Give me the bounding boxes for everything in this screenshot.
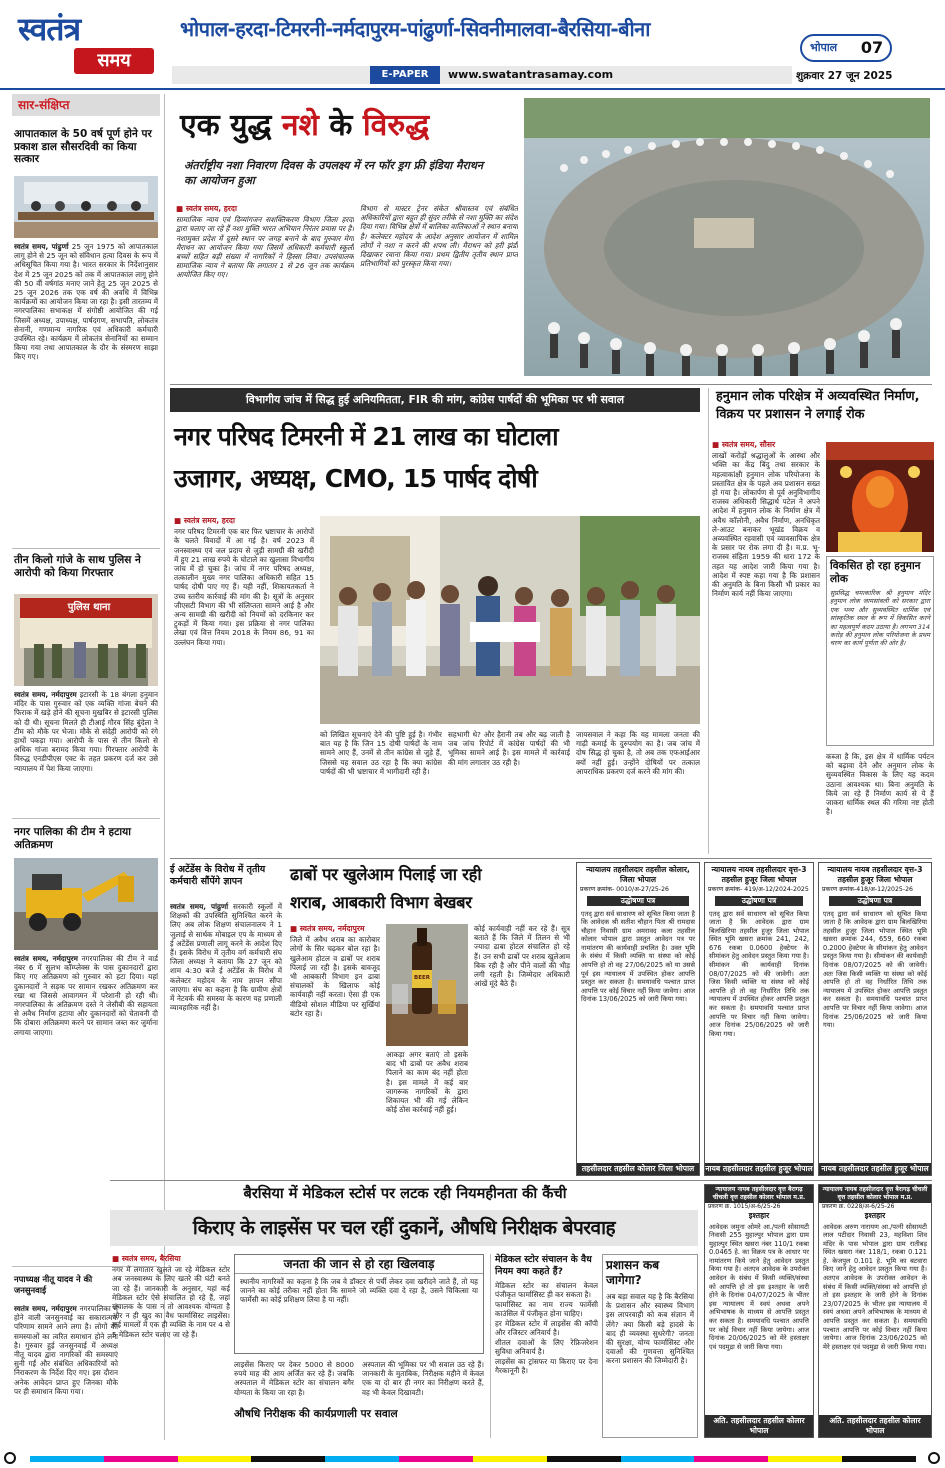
- liquor-story-col-2: कोई कार्यवाही नहीं कर रहे हैं। सूत्र बताते हैं कि जिले में तिलन से भी ज्यादा ढाबा होटल संचालित हो रहे हैं। उन सभी ढाबों पर शराब खुलेआम बिक रही है और पीने वालों की भीड़ लगी रहती है। जिम्मेदार अधिकारी आंखें मूंदे बैठे हैं।: [474, 924, 570, 989]
- sidebar-story-1-headline: आपातकाल के 50 वर्ष पूर्ण होने पर प्रकाश डाल सौसरदिवी का किया सत्कार: [14, 128, 152, 165]
- logo-line2: समय: [74, 48, 154, 74]
- top-story-headline: [180, 106, 510, 146]
- medical-story-box-title: जनता की जान से हो रहा खिलवाड़: [235, 1255, 483, 1274]
- right-story-body: लाखों करोड़ों श्रद्धालुओं के आस्था और भक्ति का केंद्र बिंदु तथा सरकार के महत्वाकांक्षी हनुमान लोक परियोजना के प्रस्तावित क्षेत्र के पहले अव प्रशासन सख्त हो गया है। लोकार्पण से पूर्व अनुविभागीय राजस्व अधिकारी सिद्धार्थ पटेल ने अपने आदेश में हनुमान लोक के निर्माण क्षेत्र में अवैध कॉलोनी, अवैध निर्माण, अनधिकृत ले-आउट बनाकर भूखंड विक्रय व अव्यवस्थित रहवासी एवं व्यावसायिक क्षेत्र के प्रसार पर रोक लगा दी है। म.प्र. भू-राजस्व संहिता 1959 की धारा 172 के तहत यह आदेश जारी किया गया है। आदेश में स्पष्ट कहा गया है कि प्रशासन की अनुमति के बिना किसी भी प्रकार का निर्माण कार्य नहीं किया जाएगा।: [712, 451, 820, 599]
- top-story: [170, 96, 932, 382]
- sidebar-story-1-body: 25 जून 1975 को आपातकाल लागू होने से 25 जून को संविधान हत्या दिवस के रूप में अधिसूचित किया गया है। भारत सरकार के निर्देशानुसार देश में 25 जून 2025 को तक में आपातकाल लागू होने की 50 वीं वर्षगांठ मनाए जाने हेतु 25 जून 2025 से 25 जून 2026 तक एक वर्ष की अवधि में विभिन्न कार्यक्रमों का आयोजन किया जा रहा है। इसी तारतम्य में नगरपालिका सभाकक्ष में संगोष्ठी आयोजित की गई जिसमें अध्यक्ष, उपाध्यक्ष, पार्षदगण, सभापति, लोकतंत्र सेनानी, गणमान्य नागरिक एवं अधिकारी कर्मचारी उपस्थित रहे। कार्यक्रम में लोकतंत्र सेनानियों का सम्मान किया गया तथा आपातकाल के दौर के संस्मरण साझा किए गए।: [14, 242, 158, 362]
- sidebar-story-2-headline: तीन किलो गांजे के साथ पुलिस ने आरोपी को किया गिरफ्तार: [14, 554, 141, 579]
- sidebar-story-4-body: नगरपालिका में होने वाली जनसुनवाई का सकारात्मक परिणाम सामने आने लगा है। लोगों की समस्याओं का त्वरित समाधान होने लगा है। गुरुवार हुई जनसुनवाई में अध्यक्ष नीतू यादव द्वारा नागरिकों की समस्याएं सुनी गईं और संबंधित अधिकारियों को निराकरण के निर्देश दिए गए। इस दौरान अनेक आवेदन प्राप्त हुए जिनका मौके पर ही समाधान किया गया।: [14, 1304, 118, 1396]
- medical-story-col-2: लाइसेंस किराए पर देकर 5000 से 8000 रुपये माह की आय अर्जित कर रहे हैं। जबकि अस्पताल में मेडिकल स्टोर का संचालन बगैर योग्यता के किया जा रहा है।: [234, 1360, 354, 1397]
- medical-story-byline: ■ स्वतंत्र समय, बैरसिया: [112, 1254, 230, 1263]
- notice-1-court: न्यायालय तहसीलदार तहसील कोलार, जिला भोपाल: [586, 865, 690, 884]
- edition-badge: [800, 34, 892, 62]
- issue-date: शुक्रवार 27 जून 2025: [796, 70, 893, 82]
- epaper-strip: [172, 66, 792, 84]
- notice-1: [576, 862, 700, 1176]
- headline-part-2: नशे: [281, 108, 319, 143]
- notice-1-case: प्रकरण क्रमांक- 0010/अ-27/25-26: [580, 886, 669, 893]
- medical-question-box: [602, 1254, 698, 1438]
- medical-story-col-3: अस्पताल की भूमिका पर भी सवाल उठ रहे हैं। जानकारी के मुताबिक, निरीक्षक महीने में केवल एक या दो बार ही नगर का निरीक्षण करते हैं, वह भी केवल दिखावटी।: [362, 1360, 484, 1397]
- main-story-headline-1: नगर परिषद टिमरनी में 21 लाख का घोटाला: [174, 422, 558, 451]
- main-story-headline-2: उजागर, अध्यक्ष, CMO, 15 पार्षद दोषी: [174, 464, 537, 493]
- notice-5: [818, 1184, 932, 1438]
- notice-2-footer: नायब तहसीलदार तहसील हुजूर भोपाल: [705, 1164, 813, 1173]
- registration-mark: [4, 1452, 16, 1464]
- sidebar-story-2-body: इटारसी के 18 बंगला हनुमान मंदिर के पास गुरुवार को एक व्यक्ति गांजा बेचने की फिराक में खड़े होने की सूचना मुखबिर से इटारसी पुलिस को दी थी। सूचना मिलते ही टीआई गौरव सिंह बुंदेला ने टीम को मौके पर भेजा। मौके से संदेही आरोपी को रंगे हाथों पकड़ा गया। आरोपी के पास से तीन किलो से अधिक गांजा बरामद किया गया। गिरफ्तार आरोपी के विरुद्ध एनडीपीएस एक्ट के तहत प्रकरण दर्ज कर उसे न्यायालय में पेश किया जाएगा।: [14, 690, 158, 773]
- medical-rule-item: हर मेडिकल स्टोर में लाइसेंस की कॉपी और रजिस्टर अनिवार्य है।: [495, 1319, 598, 1338]
- police-station-sign: पुलिस थाना: [67, 602, 111, 613]
- logo[interactable]: [18, 10, 158, 78]
- top-story-photo: [524, 98, 930, 376]
- right-story-cont: कब्जा है कि, इस क्षेत्र में धार्मिक पर्यटन को बढ़ावा देने और अनुमान लोक के सुव्यवस्थित विकास के लिए यह कदम उठाना आवश्यक था। बिना अनुमति के किये जा रहे हैं निर्माण कार्य से ये हैं जाकरा धार्मिक स्थल की गरिमा नष्ट होती है।: [826, 752, 934, 817]
- sidebar-story-2-photo: [14, 594, 158, 686]
- top-story-byline: ■ स्वतंत्र समय, हरदा: [176, 204, 354, 213]
- liquor-story-col-1: जिले में अवैध शराब का कारोबार लोगों के सिर चढ़कर बोल रहा है। खुलेआम होटल व ढाबों पर शराब पिलाई जा रही है। इसके बावजूद भी आबकारी विभाग इन ढाबा संचालकों के खिलाफ कोई कार्यवाही नहीं करता। ऐसा ही एक वीडियो सोशल मीडिया पर सुर्खियां बटोर रहा है।: [290, 935, 380, 1018]
- notice-1-footer: तहसीलदार तहसील कोलार जिला भोपाल: [577, 1163, 699, 1175]
- notice-2-title: उद्घोषणा पत्र: [715, 896, 803, 906]
- notice-5-title: इश्तहार: [864, 1211, 886, 1220]
- notice-4-footer: अति. तहसीलदार तहसील कोलार भोपाल: [705, 1415, 813, 1437]
- medical-rule-item: मेडिकल स्टोर का संचालन केवल पंजीकृत फार्मासिस्ट ही कर सकता है।: [495, 1281, 598, 1300]
- right-story-photo: [826, 442, 934, 552]
- protest-story-body: सरकारी स्कूलों में शिक्षकों की उपस्थिति सुनिश्चित करने के लिए अब लोक शिक्षण संचालनालय ने 1 जुलाई से सार्थक मोबाइल एप के माध्यम से ई अटेंडेंस प्रणाली लागू करने के आदेश दिए हैं। इसके विरोध में तृतीय वर्ग कर्मचारी संघ जिला अध्यक्ष ने बताया कि 27 जून को शाम 4:30 बजे ई अटेंडेंस के विरोध में कलेक्टर महोदय के नाम ज्ञापन सौंपा जाएगा। संघ का कहना है कि ग्रामीण क्षेत्रों में नेटवर्क की समस्या के कारण यह प्रणाली व्यावहारिक नहीं है।: [170, 902, 282, 1013]
- main-story-col-1: नगर परिषद टिमरनी एक बार फिर भ्रष्टाचार के आरोपों के चलते विवादों में आ गई है। वर्ष 2023 में जनस्वास्थ्य एवं जल प्रदाय से जुड़ी सामग्री की खरीदी में हुए 21 लाख रुपये के घोटाले का खुलासा विभागीय जांच में हो चुका है। जांच में नगर परिषद अध्यक्ष, तत्कालीन मुख्य नगर पालिका अधिकारी सहित 15 पार्षद दोषी पाए गए हैं। यही नहीं, शिकायतकर्ता ने उच्च स्तरीय कार्रवाई की मांग की है। सूत्रों के अनुसार जीएसटी विभाग की भी संलिप्तता सामने आई है और अन्य सामग्री की खरीदी को नियमों को दरकिनार कर टुकड़ों में किया गया। इस प्रक्रिया से नगर पालिका लेखा एवं वित्त नियम 2018 के नियम 86, 91 का उल्लंघन किया गया।: [174, 527, 314, 647]
- color-bar: [30, 1456, 916, 1462]
- notice-4-court: न्यायालय नायब तहसीलदार वृत्त बैरागढ़ चीचली वृत्त तहसील कोलार भोपाल म.प्र.: [705, 1185, 813, 1203]
- sidebar-story-3-photo: [14, 858, 158, 950]
- meeting-photo-icon: [14, 176, 158, 238]
- notice-5-body: आवेदक अरुण नारायण आ./पत्नी सोसायटी लाल पटीदार निवासी 23, महविशा शिव मंदिर के पास भोपाल द्वारा ग्राम रातीबड़ स्थित खसरा नंबर 118/1, रकबा 0.121 हे. केजपुल 0.101 हे. भूमि का बटवारा किए जाने हेतु आवेदन प्रस्तुत किया गया है। अतएव आवेदक के उपरोक्त आवेदन के संबंध में किसी व्यक्ति/संस्था को आपत्ति हो तो इस इश्तहार के जारी होने के दिनांक 23/07/2025 के भीतर इस न्यायालय में स्वयं अथवा अपने अभिभाषक के माध्यम से आपत्ति प्रस्तुत कर सकता है। समयावधि पश्चात आपत्ति पर कोई विचार नहीं किया जायेगा। आज दिनांक 23/06/2025 को मेरे हस्ताक्षर एवं पदमुद्रा से जारी किया गया।: [823, 1222, 927, 1351]
- notice-1-title: उद्घोषणा पत्र: [587, 896, 689, 906]
- notice-2: [704, 862, 814, 1176]
- notice-1-body: एतद् द्वारा सर्व साधारण को सूचित किया जाता है कि आवेदक श्री सतीश चौहान पिता श्री रामदास चौहान निवासी ग्राम अमरावद कला तहसील कोलार भोपाल द्वारा प्रस्तुत आवेदन पत्र पर नामांतरण की कार्यवाही प्रचलित है। उक्त भूमि के संबंध में किसी व्यक्ति या संस्था को कोई आपत्ति हो तो वह 27/06/2025 को या उससे पूर्व इस न्यायालय में उपस्थित होकर आपत्ति प्रस्तुत कर सकता है। समयावधि पश्चात प्राप्त आपत्ति पर कोई विचार नहीं किया जावेगा। आज दिनांक 13/06/2025 को जारी किया गया।: [581, 909, 695, 1004]
- sidebar-story-1-byline: स्वतंत्र समय, पांढुर्णा: [14, 242, 69, 251]
- notice-5-footer: अति. तहसीलदार तहसील कोलार भोपाल: [819, 1415, 931, 1437]
- page-number: 07: [860, 38, 884, 57]
- notice-3-court: न्यायालय नायब तहसीलदार वृत्त-3 तहसील हुजूर जिला भोपाल: [827, 865, 923, 884]
- medical-rules-title: मेडिकल स्टोर संचालन के वैध नियम क्या कहते हैं?: [495, 1254, 592, 1277]
- medical-rule-item: लाइसेंस का ट्रांसफर या किराए पर देना गैरकानूनी है।: [495, 1357, 598, 1376]
- medical-story-subhead: औषधि निरीक्षक की कार्यप्रणाली पर सवाल: [234, 1408, 398, 1420]
- liquor-story-headline-2: शराब, आबकारी विभाग बेखबर: [290, 893, 472, 912]
- medical-rules-box: [490, 1254, 598, 1438]
- sidebar-story-3-byline: स्वतंत्र समय, नर्मदापुरम: [14, 954, 78, 963]
- right-story-byline: ■ स्वतंत्र समय, सौसर: [712, 440, 820, 449]
- sidebar-story-2-byline: स्वतंत्र समय, नर्मदापुरम: [14, 690, 77, 699]
- main-story-col-3: सहभागी थे? और हैरानी तब और बढ़ जाती है जब जांच रिपोर्ट में कांग्रेस पार्षदों की भी भूमिका सामने आई है। इस मामले में कार्रवाई की मांग लगातार उठ रही है।: [448, 730, 570, 767]
- edition-name: भोपाल: [810, 41, 838, 54]
- main-story-photo: [320, 516, 700, 724]
- sidebar-title: [12, 94, 160, 116]
- notice-5-court: न्यायालय नायब तहसीलदार वृत्त बैरागढ़ चीचली वृत्त तहसील कोलार भोपाल म.प्र.: [819, 1185, 931, 1203]
- logo-line1: स्वतंत्र: [18, 10, 81, 48]
- notice-3-footer: नायब तहसीलदार तहसील हुजूर भोपाल: [819, 1163, 931, 1175]
- right-story-photo-caption: विकसित हो रहा हनुमान लोक: [830, 560, 921, 585]
- notice-2-body: एतद् द्वारा सर्व साधारण को सूचित किया जाता है कि आवेदक द्वारा ग्राम बिलखिरिया तहसील हुजूर जिला भोपाल स्थित भूमि खसरा क्रमांक 241, 242, 676 रकबा 0.0600 हेक्टेयर के सीमांकन हेतु आवेदन प्रस्तुत किया गया है। सीमांकन की कार्यवाही दिनांक 08/07/2025 को की जावेगी। अतः जिस किसी व्यक्ति या संस्था को कोई आपत्ति हो तो वह निर्धारित तिथि तक न्यायालय में उपस्थित होकर आपत्ति प्रस्तुत कर सकता है। समयावधि पश्चात प्राप्त आपत्ति पर विचार नहीं किया जावेगा। आज दिनांक 25/06/2025 को जारी किया गया।: [709, 909, 809, 1038]
- masthead-cities: भोपाल-हरदा-टिमरनी-नर्मदापुरम-पांढुर्णा-सिवनीमालवा-बैरसिया-बीना: [180, 17, 650, 41]
- sidebar-story-3-headline: नगर पालिका की टीम ने हटाया अतिक्रमण: [14, 826, 131, 851]
- right-story: [712, 388, 934, 854]
- right-story-headline: हनुमान लोक परिक्षेत्र में अव्यवस्थित निर्माण, विक्रय पर प्रशासन ने लगाई रोक: [716, 389, 920, 422]
- main-story-byline: ■ स्वतंत्र समय, हरदा: [174, 516, 314, 525]
- notice-3-title: उद्घोषणा पत्र: [829, 896, 921, 906]
- medical-question-body: अब बड़ा सवाल यह है कि बैरसिया के प्रशासन और स्वास्थ्य विभाग इस लापरवाही को कब संज्ञान में लेंगे? क्या किसी बड़े हादसे के बाद ही व्यवस्था सुधरेगी? जनता की सुरक्षा, योग्य फार्मासिस्ट और दवाओं की गुणवत्ता सुनिश्चित करना प्रशासन की जिम्मेदारी है।: [606, 1292, 694, 1366]
- liquor-story: [286, 862, 572, 1176]
- medical-story-kicker: बैरसिया में मेडिकल स्टोर्स पर लटक रही नियमहीनता की कैंची: [243, 1185, 567, 1202]
- temple-idol-photo-icon: [826, 442, 934, 552]
- liquor-story-headline-1: ढाबों पर खुलेआम पिलाई जा रही: [290, 865, 482, 884]
- headline-part-3: के: [318, 108, 363, 143]
- beer-bottle-photo-icon: [386, 924, 468, 1046]
- medical-story: [110, 1184, 700, 1442]
- sidebar-title-text: सार-संक्षिप्त: [18, 98, 70, 112]
- liquor-story-photo: [386, 924, 468, 1046]
- liquor-story-byline: ■ स्वतंत्र समय, नर्मदापुरम: [290, 924, 380, 933]
- notice-4-title: इश्तहार: [748, 1211, 770, 1220]
- medical-rules-list: [495, 1281, 598, 1376]
- notice-4: [704, 1184, 814, 1438]
- medical-question-title: प्रशासन कब जागेगा?: [606, 1258, 660, 1287]
- medical-story-col-1: नगर में लगातार खुलते जा रहे मेडिकल स्टोर अब जनस्वास्थ्य के लिए खतरे की घंटी बनते जा रहे हैं। जानकारी के अनुसार, यहां कई मेडिकल स्टोर ऐसे संचालित हो रहे हैं, जहां संचालक के पास न तो आवश्यक योग्यता है और न ही खुद का वैध फार्मासिस्ट लाइसेंस। कई मामलों में एक ही व्यक्ति के नाम पर 4 से 5 मेडिकल स्टोर चलाए जा रहे हैं।: [112, 1265, 230, 1339]
- protest-story: [170, 864, 282, 1176]
- top-story-col-1: सामाजिक न्याय एवं दिव्यांगजन सशक्तिकरण विभाग जिला हरदा द्वारा चलाए जा रहे हैं नशा मुक्ति भारत अभियान निरंतर प्रयास पर है। नशामुक्त प्रदेश में दूसरे स्थान पर जगह बनाने के बाद गुरुवार मेगा मैराथन का आयोजन किया गया जिसमें अधिकारी कर्मचारी स्कूली बच्चों सहित बड़ी संख्या में नागरिकों ने हिस्सा लिया। उपसंचालक सामाजिक न्याय ने बताया कि लगातार 1 से 26 जून तक कार्यक्रम आयोजित किए गए।: [176, 215, 354, 280]
- sidebar-story-1-photo: [14, 176, 158, 238]
- notice-4-case: प्रकरण क्र. 1015/अ-6/25-26: [708, 1203, 781, 1210]
- protest-story-headline: ई अटेंडेंस के विरोध में तृतीय कर्मचारी सौंपेंगे ज्ञापन: [170, 864, 266, 887]
- main-story-kicker: विभागीय जांच में सिद्ध हुई अनियमितता, FIR की मांग, कांग्रेस पार्षदों की भूमिका पर भी सवाल: [170, 388, 700, 412]
- sidebar-story-4-byline: स्वतंत्र समय, नर्मदापुरम: [14, 1304, 77, 1313]
- headline-part-1: एक युद्ध: [180, 108, 282, 143]
- right-story-caption-body: सुप्रसिद्ध चमत्कारिक श्री हनुमान मंदिर हनुमान लोक जामसांवली को सरकार द्वारा एक भव्य और सुव्यवस्थित धार्मिक एवं सांस्कृतिक स्थल के रूप में विकसित करने का महत्वपूर्ण कदम उठाया है। लगभग 314 करोड़ की हनुमान लोक परियोजना के प्रथम चरण का कार्य पूर्णता की ओर है।: [830, 589, 930, 648]
- liquor-story-col-3: आकड़ा अगर बताएं तो इसके बाद भी ढाबों पर अवैध शराब पिलाने का काम बंद नहीं होता है। इस मामले में कई बार जागरूक नागरिकों के द्वारा शिकायत भी की गई लेकिन कोई ठोस कार्रवाई नहीं हुई।: [386, 1050, 468, 1115]
- notice-3: [818, 862, 932, 1176]
- main-story-col-2: को लिखित सूचनाएं देने की पुष्टि हुई है। गंभीर बात यह है कि जिन 15 दोषी पार्षदों के नाम सामने आए हैं, उनमें से तीन कांग्रेस से जुड़े हैं, जिससे यह सवाल उठ रहा है कि क्या कांग्रेस पार्षदों की भी भ्रष्टाचार में भागीदारी रही है।: [320, 730, 442, 776]
- main-story-col-4: जायसवाल ने कहा कि यह मामला जनता की गाढ़ी कमाई के दुरुपयोग का है। जब जांच में दोष सिद्ध हो चुका है, तो अब तक एफआईआर क्यों नहीं हुई। उन्होंने दोषियों पर तत्काल आपराधिक प्रकरण दर्ज करने की मांग की।: [576, 730, 700, 776]
- jcb-demolition-photo-icon: [14, 858, 158, 950]
- notice-2-court: न्यायालय नायब तहसीलदार वृत्त-3 तहसील हुजूर जिला भोपाल: [711, 865, 807, 884]
- medical-story-headline: किराए के लाइसेंस पर चल रहीं दुकानें, औषधि निरीक्षक बेपरवाह: [110, 1210, 698, 1246]
- protest-story-byline: स्वतंत्र समय, पांढुर्णा: [170, 902, 229, 911]
- notice-3-case: प्रकरण क्रमांक-418/अ-12/2025-26: [822, 886, 913, 893]
- notice-3-body: एतद् द्वारा सर्व साधारण को सूचित किया जाता है कि आवेदक द्वारा ग्राम बिलखिरिया तहसील हुजूर जिला भोपाल स्थित भूमि खसरा क्रमांक 244, 659, 660 रकबा 0.2000 हेक्टेयर के सीमांकन हेतु आवेदन प्रस्तुत किया गया है। सीमांकन की कार्यवाही दिनांक 08/07/2025 को की जावेगी। अतः जिस किसी व्यक्ति या संस्था को कोई आपत्ति हो तो वह निर्धारित तिथि तक न्यायालय में उपस्थित होकर आपत्ति प्रस्तुत कर सकता है। समयावधि पश्चात प्राप्त आपत्ति पर विचार नहीं किया जावेगा। आज दिनांक 25/06/2025 को जारी किया गया।: [823, 909, 927, 1030]
- masthead: [0, 0, 945, 86]
- epaper-tag: E-PAPER: [370, 66, 440, 84]
- medical-rule-item: फार्मासिस्ट का नाम राज्य फार्मेसी काउंसिल में पंजीकृत होना चाहिए।: [495, 1300, 598, 1319]
- sidebar-story-4-headline: नपाध्यक्ष नीतू यादव ने की जनसुनवाई: [14, 1274, 93, 1295]
- website-link[interactable]: www.swatantrasamay.com: [448, 68, 614, 81]
- headline-part-4: विरुद्ध: [362, 108, 430, 143]
- beer-label: BEER: [414, 975, 430, 981]
- marathon-crowd-photo-icon: [524, 98, 930, 376]
- officials-handover-photo-icon: [320, 516, 700, 724]
- registration-mark: [928, 1452, 940, 1464]
- medical-rule-item: शीतल दवाओं के लिए रेफ्रिजरेशन सुविधा अनिवार्य है।: [495, 1338, 598, 1357]
- notice-2-case: प्रकरण क्रमांक- 419/अ-12/2024-2025: [708, 886, 809, 893]
- sidebar-story-3-body: नगरपालिका की टीम ने वार्ड नंबर 6 में सुलभ कॉम्प्लेक्स के पास दुकानदारों द्वारा किए गए अतिक्रमण को गुरुवार को हटा दिया। यहां दुकानदारों ने सड़क पर सामान रखकर अतिक्रमण कर रखा था जिससे आवागमन में परेशानी हो रही थी। नगरपालिका के अतिक्रमण दस्ते ने जेसीबी की सहायता से अवैध निर्माण हटाया और दुकानदारों को चेतावनी दी कि दोबारा अतिक्रमण करने पर सामान जब्त कर जुर्माना लगाया जाएगा।: [14, 954, 158, 1037]
- right-story-caption-box: [826, 556, 934, 746]
- medical-story-box-body: स्थानीय नागरिकों का कहना है कि जब वे डॉक्टर से पर्ची लेकर दवा खरीदने जाते हैं, तो यह जानने का कोई तरीका नहीं होता कि सामने जो व्यक्ति दवा दे रहा है, उसने चिकित्सा या फार्मेसी का कोई प्रशिक्षण लिया है या नहीं।: [240, 1277, 478, 1305]
- notice-5-case: प्रकरण क्र. 0228/अ-6/25-26: [822, 1203, 895, 1210]
- medical-story-box: [234, 1254, 484, 1354]
- main-story: [170, 388, 704, 858]
- notice-4-body: आवेदक जमुना ओमरे आ./पत्नी सोसायटी निवासी 255 मुहाल्पुर भोपाल द्वारा ग्राम मुहाल्पुर स्थित खसरा नंबर 110/1 रकबा 0.0465 हे. का विक्रय पत्र के आधार पर नामांतरण किये जाने हेतु आवेदन प्रस्तुत किया गया है। अतएव आवेदक के उपरोक्त आवेदन के संबंध में किसी व्यक्ति/संस्था को आपत्ति हो तो इस इश्तहार के जारी होने के दिनांक 04/07/2025 के भीतर इस न्यायालय में स्वयं अथवा अपने अभिभाषक के माध्यम से आपत्ति प्रस्तुत कर सकता है। समयावधि पश्चात आपत्ति पर कोई विचार नहीं किया जायेगा। आज दिनांक 20/06/2025 को मेरे हस्ताक्षर एवं पदमुद्रा से जारी किया गया।: [709, 1222, 809, 1351]
- top-story-col-2: विभाग से मास्टर ट्रेनर संकेत श्रीवास्तव एवं संबंधित अधिकारियों द्वारा बहुत ही सुंदर तरीके से नशा मुक्ति का संदेश दिया गया। विभिन्न क्षेत्रों में बालिका वालिकाओं ने स्थान बनाया है। कलेक्टर महोदय के आदेश अनुसार आयोजन में शामिल लोगों ने नशा न करने की शपथ ली। मैराथन को हरी झंडी दिखाकर रवाना किया गया। प्रथम द्वितीय तृतीय स्थान प्राप्त प्रतिभागियों को पुरस्कृत किया गया।: [360, 204, 518, 269]
- top-story-subhead: अंतर्राष्ट्रीय नशा निवारण दिवस के उपलक्ष्य में रन फॉर ड्रग फ्री इंडिया मैराथन का आयोजन हुआ: [184, 159, 483, 187]
